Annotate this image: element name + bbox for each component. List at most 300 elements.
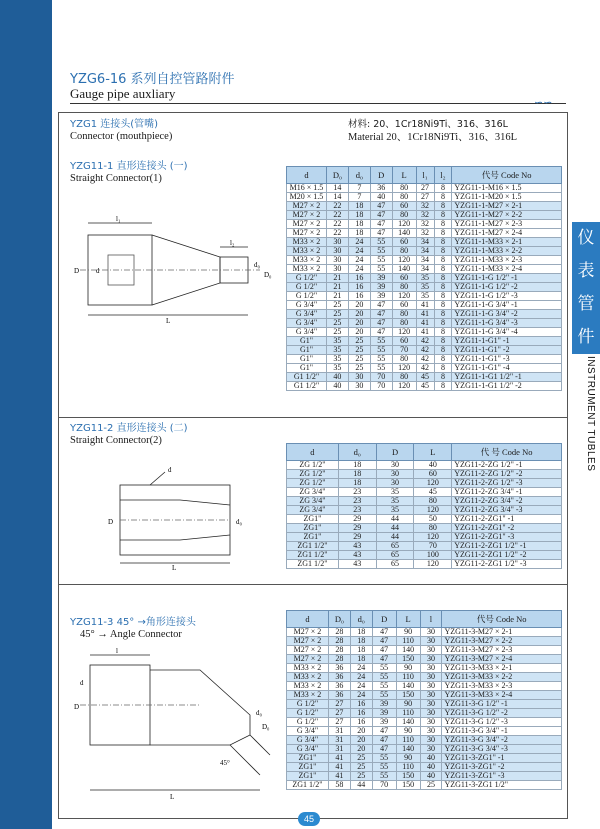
table-cell: 140 (396, 646, 420, 655)
table-cell: 110 (396, 709, 420, 718)
table-cell: 34 (416, 256, 434, 265)
table-cell: 80 (392, 247, 416, 256)
table-cell: 8 (434, 355, 452, 364)
table-cell: G 3/4" (287, 736, 329, 745)
label3-d0: d₀ (256, 709, 262, 717)
column-header: 代号 Code No (442, 611, 562, 628)
section1-title-en: Connector (mouthpiece) (70, 131, 173, 142)
table-cell: 18 (348, 229, 370, 238)
table-cell: 35 (376, 488, 414, 497)
table-cell: YZG11-3-G 1/2" -3 (442, 718, 562, 727)
table-cell: 20 (350, 727, 372, 736)
table-cell: G 3/4" (287, 319, 327, 328)
table-cell: 55 (372, 682, 396, 691)
page-title-en: Gauge pipe auxliary (70, 86, 176, 101)
table-cell: 30 (326, 256, 348, 265)
table-cell: 30 (420, 637, 442, 646)
table-cell: ZG 1/2" (287, 470, 339, 479)
table-cell: 30 (420, 655, 442, 664)
table-cell: G 1/2" (287, 274, 327, 283)
table-cell: 25 (348, 346, 370, 355)
table-cell: 35 (416, 292, 434, 301)
table-cell: 47 (370, 202, 392, 211)
table-cell: M27 × 2 (287, 211, 327, 220)
table-cell: 47 (372, 745, 396, 754)
table-cell: 27 (328, 700, 350, 709)
section1-title-cn: YZG1 连接头(管嘴) (70, 119, 159, 130)
table-cell: 25 (348, 355, 370, 364)
table-cell: 16 (348, 283, 370, 292)
table-cell: 30 (420, 628, 442, 637)
table-cell: M33 × 2 (287, 265, 327, 274)
table-cell: 22 (326, 220, 348, 229)
column-header: 代 号 Code No (452, 444, 562, 461)
table-cell: ZG1" (287, 524, 339, 533)
table-cell: 35 (326, 364, 348, 373)
table-cell: YZG11-3-ZG1 1/2" (442, 781, 562, 790)
table-cell: 25 (350, 763, 372, 772)
table-cell: 150 (396, 772, 420, 781)
table-cell: 39 (370, 274, 392, 283)
table-cell: 18 (338, 479, 376, 488)
table-cell: 22 (326, 229, 348, 238)
table-cell: 39 (370, 283, 392, 292)
table-cell: 70 (372, 781, 396, 790)
table-cell: 8 (434, 229, 452, 238)
table-cell: 31 (328, 736, 350, 745)
table-cell: ZG 1/2" (287, 461, 339, 470)
table-cell: YZG11-1-M16 × 1.5 (452, 184, 562, 193)
table-cell: G 3/4" (287, 328, 327, 337)
table-cell: 24 (350, 682, 372, 691)
table-cell: 120 (414, 560, 452, 569)
table-cell: M27 × 2 (287, 646, 329, 655)
table-cell: 45 (416, 382, 434, 391)
table-cell: YZG11-3-G 1/2" -1 (442, 700, 562, 709)
table-cell: 18 (348, 211, 370, 220)
table-cell: 21 (326, 274, 348, 283)
table-row (287, 727, 562, 736)
table-cell: ZG 3/4" (287, 497, 339, 506)
table-cell: 80 (392, 310, 416, 319)
table-cell: YZG11-1-M33 × 2-4 (452, 265, 562, 274)
table-row (287, 382, 562, 391)
table-cell: 43 (338, 551, 376, 560)
table-cell: 70 (414, 542, 452, 551)
side-tab-en: INSTRUMENT TUBLES (585, 356, 596, 472)
table-cell: G1 1/2" (287, 373, 327, 382)
table-cell: 110 (396, 673, 420, 682)
table-row (287, 506, 562, 515)
table-cell: 60 (392, 238, 416, 247)
table-cell: 34 (416, 238, 434, 247)
label2-d0: d₀ (236, 518, 242, 526)
table-cell: 80 (392, 193, 416, 202)
table-cell: 8 (434, 220, 452, 229)
table-cell: 120 (414, 479, 452, 488)
table-cell: 18 (350, 637, 372, 646)
table-cell: YZG11-1-G 3/4" -2 (452, 310, 562, 319)
table-cell: 58 (328, 781, 350, 790)
column-header: D (372, 611, 396, 628)
table-cell: 16 (350, 700, 372, 709)
table-cell: ZG1" (287, 763, 329, 772)
column-header: d₀ (350, 611, 372, 628)
label-l2: l₂ (230, 239, 235, 247)
table-cell: 24 (350, 664, 372, 673)
table-cell: 30 (420, 745, 442, 754)
table-row (287, 781, 562, 790)
table-row (287, 560, 562, 569)
table-cell: YZG11-3-M27 × 2-4 (442, 655, 562, 664)
table-cell: 22 (326, 211, 348, 220)
table-cell: 35 (326, 337, 348, 346)
column-header: D₀ (328, 611, 350, 628)
table-cell: 43 (338, 542, 376, 551)
angle-connector-drawing (70, 645, 280, 805)
table-cell: 80 (392, 319, 416, 328)
table-cell: 16 (348, 274, 370, 283)
table-cell: 120 (392, 256, 416, 265)
table-cell: 90 (396, 700, 420, 709)
section4-title-en: 45° → Angle Connector (80, 629, 182, 640)
table-cell: ZG1 1/2" (287, 542, 339, 551)
table-cell: 41 (328, 772, 350, 781)
table-cell: 23 (338, 488, 376, 497)
table-cell: 21 (326, 283, 348, 292)
table-cell: M33 × 2 (287, 664, 329, 673)
table-cell: 80 (392, 355, 416, 364)
table-cell: 14 (326, 193, 348, 202)
table-cell: 18 (348, 202, 370, 211)
table-cell: 150 (396, 691, 420, 700)
table-cell: 120 (392, 292, 416, 301)
table-cell: 18 (350, 646, 372, 655)
table-cell: 28 (328, 628, 350, 637)
table-cell: 29 (338, 515, 376, 524)
table-cell: 40 (326, 373, 348, 382)
table-cell: YZG11-3-ZG1" -1 (442, 754, 562, 763)
table-cell: 42 (416, 364, 434, 373)
table-cell: 31 (328, 745, 350, 754)
table-cell: 32 (416, 220, 434, 229)
table-cell: 47 (372, 655, 396, 664)
table-cell: 8 (434, 328, 452, 337)
table-cell: M27 × 2 (287, 220, 327, 229)
table-cell: 24 (350, 673, 372, 682)
table-cell: 36 (370, 184, 392, 193)
table-cell: 30 (420, 709, 442, 718)
table-cell: 27 (416, 184, 434, 193)
table-cell: 43 (338, 560, 376, 569)
column-header: D₀ (326, 167, 348, 184)
table-cell: YZG11-2-ZG 3/4" -3 (452, 506, 562, 515)
table-cell: 32 (416, 229, 434, 238)
table-cell: ZG1 1/2" (287, 560, 339, 569)
table-cell: M33 × 2 (287, 673, 329, 682)
table-cell: YZG11-3-M27 × 2-3 (442, 646, 562, 655)
table-cell: 140 (392, 265, 416, 274)
table-cell: 140 (396, 682, 420, 691)
table-row (287, 763, 562, 772)
table-cell: 25 (348, 337, 370, 346)
table-cell: 28 (328, 637, 350, 646)
table-cell: 8 (434, 337, 452, 346)
table-cell: YZG11-2-ZG1 1/2" -3 (452, 560, 562, 569)
table-cell: 25 (420, 781, 442, 790)
table-cell: 8 (434, 238, 452, 247)
section4-title-cn: YZG11-3 45° →角形连接头 (70, 617, 196, 628)
table-cell: 41 (416, 319, 434, 328)
table-cell: YZG11-1-M27 × 2-2 (452, 211, 562, 220)
table-cell: YZG11-1-G1" -1 (452, 337, 562, 346)
table-cell: 29 (338, 524, 376, 533)
table-cell: ZG 3/4" (287, 488, 339, 497)
table-cell: 39 (372, 700, 396, 709)
table-cell: G 1/2" (287, 709, 329, 718)
table-cell: 40 (370, 193, 392, 202)
table-cell: YZG11-3-M27 × 2-2 (442, 637, 562, 646)
column-header: l₂ (434, 167, 452, 184)
table-cell: YZG11-3-G 3/4" -3 (442, 745, 562, 754)
table-cell: ZG1 1/2" (287, 551, 339, 560)
table-cell: 55 (372, 772, 396, 781)
table-cell: 20 (348, 301, 370, 310)
table-cell: 120 (392, 328, 416, 337)
table-cell: 55 (370, 364, 392, 373)
table-cell: 140 (396, 718, 420, 727)
table-cell: 40 (326, 382, 348, 391)
table-cell: 60 (414, 470, 452, 479)
table-cell: 20 (348, 310, 370, 319)
table-cell: 55 (372, 673, 396, 682)
table-cell: 120 (392, 220, 416, 229)
table-cell: 55 (370, 346, 392, 355)
table-cell: 25 (326, 310, 348, 319)
column-header: D (376, 444, 414, 461)
table-cell: 23 (338, 497, 376, 506)
table-cell: 24 (348, 247, 370, 256)
table-cell: 30 (376, 479, 414, 488)
label3-D0: D₀ (262, 723, 270, 731)
side-tab-cn: 仪 表 管 件 (572, 222, 600, 354)
table-cell: 47 (372, 736, 396, 745)
table-cell: 90 (396, 727, 420, 736)
table-cell: 41 (328, 763, 350, 772)
table-cell: G1" (287, 355, 327, 364)
table-cell: 55 (372, 664, 396, 673)
table-row (287, 754, 562, 763)
table-cell: 20 (348, 319, 370, 328)
table-cell: YZG11-2-ZG 1/2" -1 (452, 461, 562, 470)
table-row (287, 515, 562, 524)
table-cell: 8 (434, 292, 452, 301)
table-cell: 7 (348, 184, 370, 193)
table-cell: YZG11-3-M33 × 2-2 (442, 673, 562, 682)
table-cell: 70 (370, 382, 392, 391)
table-cell: YZG11-1-G1 1/2" -2 (452, 382, 562, 391)
section-divider-1 (58, 417, 568, 418)
table-cell: M27 × 2 (287, 637, 329, 646)
table-cell: YZG11-1-M33 × 2-3 (452, 256, 562, 265)
table-row (287, 772, 562, 781)
table-cell: 8 (434, 301, 452, 310)
table-cell: 34 (416, 265, 434, 274)
table-cell: 25 (350, 772, 372, 781)
page-number: 45 (298, 812, 320, 826)
section3-title-cn: YZG11-2 直形连接头 (二) (70, 423, 188, 434)
table-cell: 110 (396, 763, 420, 772)
table-cell: M20 × 1.5 (287, 193, 327, 202)
table-cell: 50 (414, 515, 452, 524)
table-cell: 39 (372, 718, 396, 727)
table-cell: 8 (434, 193, 452, 202)
table-cell: 24 (348, 256, 370, 265)
table-cell: YZG11-3-M33 × 2-1 (442, 664, 562, 673)
column-header: D (370, 167, 392, 184)
table-cell: 80 (414, 497, 452, 506)
table-cell: 65 (376, 560, 414, 569)
table-cell: 24 (348, 265, 370, 274)
table-cell: 39 (370, 292, 392, 301)
table-cell: G1" (287, 346, 327, 355)
column-header: d (287, 444, 339, 461)
table-cell: 7 (348, 193, 370, 202)
table-cell: 30 (348, 382, 370, 391)
table-row (287, 673, 562, 682)
table-cell: G 1/2" (287, 292, 327, 301)
table-cell: G 1/2" (287, 700, 329, 709)
table-cell: YZG11-1-M27 × 2-4 (452, 229, 562, 238)
table-cell: 23 (338, 506, 376, 515)
table-cell: 18 (350, 628, 372, 637)
label2-L: L (172, 564, 177, 570)
label2-d: d (168, 466, 172, 474)
table-cell: 60 (392, 301, 416, 310)
table-cell: 25 (326, 319, 348, 328)
table-cell: 41 (416, 301, 434, 310)
table-cell: 25 (350, 754, 372, 763)
label-l1: l₁ (116, 215, 121, 223)
table-cell: YZG11-2-ZG 3/4" -1 (452, 488, 562, 497)
table-cell: 55 (370, 337, 392, 346)
table-cell: YZG11-2-ZG 1/2" -2 (452, 470, 562, 479)
table-cell: 80 (392, 283, 416, 292)
table-cell: 70 (392, 346, 416, 355)
table-cell: 55 (370, 355, 392, 364)
label-L: L (166, 317, 171, 325)
table-cell: G 3/4" (287, 310, 327, 319)
table-cell: 28 (328, 646, 350, 655)
table-cell: 55 (370, 238, 392, 247)
table-cell: 110 (396, 637, 420, 646)
table-cell: 40 (420, 772, 442, 781)
table-cell: YZG11-1-G1" -4 (452, 364, 562, 373)
table-cell: 8 (434, 211, 452, 220)
table-cell: 30 (420, 664, 442, 673)
table-cell: 16 (348, 292, 370, 301)
wave-ornament: ∽∽ (534, 97, 553, 109)
table-cell: 36 (328, 673, 350, 682)
label-D0: D₀ (264, 271, 272, 279)
table-row (287, 700, 562, 709)
table-cell: 90 (396, 754, 420, 763)
table-cell: 30 (420, 727, 442, 736)
straight-connector-2-drawing (90, 460, 280, 570)
table-cell: 30 (326, 238, 348, 247)
table-cell: 39 (372, 709, 396, 718)
table-cell: 44 (376, 515, 414, 524)
table-cell: 65 (376, 551, 414, 560)
table-row (287, 646, 562, 655)
table-cell: M27 × 2 (287, 655, 329, 664)
table-cell: M16 × 1.5 (287, 184, 327, 193)
table-cell: 80 (414, 524, 452, 533)
table-cell: 70 (370, 373, 392, 382)
table-cell: 60 (392, 202, 416, 211)
table-cell: 35 (376, 506, 414, 515)
table-cell: G 3/4" (287, 745, 329, 754)
table-row (287, 637, 562, 646)
table-cell: YZG11-1-M33 × 2-1 (452, 238, 562, 247)
table-cell: 90 (396, 664, 420, 673)
table-cell: YZG11-2-ZG1 1/2" -1 (452, 542, 562, 551)
table-cell: M33 × 2 (287, 247, 327, 256)
column-header: L (396, 611, 420, 628)
column-header: l₁ (416, 167, 434, 184)
table-cell: 80 (392, 184, 416, 193)
table-cell: M33 × 2 (287, 682, 329, 691)
table-cell: YZG11-1-G1 1/2" -1 (452, 373, 562, 382)
table-cell: 8 (434, 310, 452, 319)
table-cell: 55 (372, 754, 396, 763)
table-cell: 47 (370, 328, 392, 337)
table-cell: YZG11-3-M33 × 2-4 (442, 691, 562, 700)
table-cell: 80 (392, 373, 416, 382)
table-cell: 27 (328, 709, 350, 718)
table-cell: 25 (326, 328, 348, 337)
table-cell: 35 (376, 497, 414, 506)
table-cell: 8 (434, 319, 452, 328)
table-cell: 8 (434, 184, 452, 193)
table-cell: YZG11-2-ZG1" -2 (452, 524, 562, 533)
table-cell: 34 (416, 247, 434, 256)
table-cell: 100 (414, 551, 452, 560)
table-cell: 60 (392, 274, 416, 283)
table-row (287, 524, 562, 533)
table-cell: 30 (420, 736, 442, 745)
table-cell: M33 × 2 (287, 238, 327, 247)
table-cell: 8 (434, 364, 452, 373)
table-cell: YZG11-1-G 3/4" -4 (452, 328, 562, 337)
table-cell: 35 (326, 346, 348, 355)
column-header: l (420, 611, 442, 628)
table-cell: 18 (338, 470, 376, 479)
table-cell: 47 (370, 211, 392, 220)
column-header: L (392, 167, 416, 184)
table-cell: 35 (416, 274, 434, 283)
table-cell: 41 (328, 754, 350, 763)
table-cell: 42 (416, 355, 434, 364)
table-cell: 35 (416, 283, 434, 292)
table-cell: 40 (420, 754, 442, 763)
table-cell: 20 (350, 736, 372, 745)
table-cell: YZG11-2-ZG1" -3 (452, 533, 562, 542)
table-cell: 30 (376, 470, 414, 479)
table-cell: 30 (326, 265, 348, 274)
table-cell: 47 (372, 637, 396, 646)
label3-angle: 45° (220, 759, 230, 767)
